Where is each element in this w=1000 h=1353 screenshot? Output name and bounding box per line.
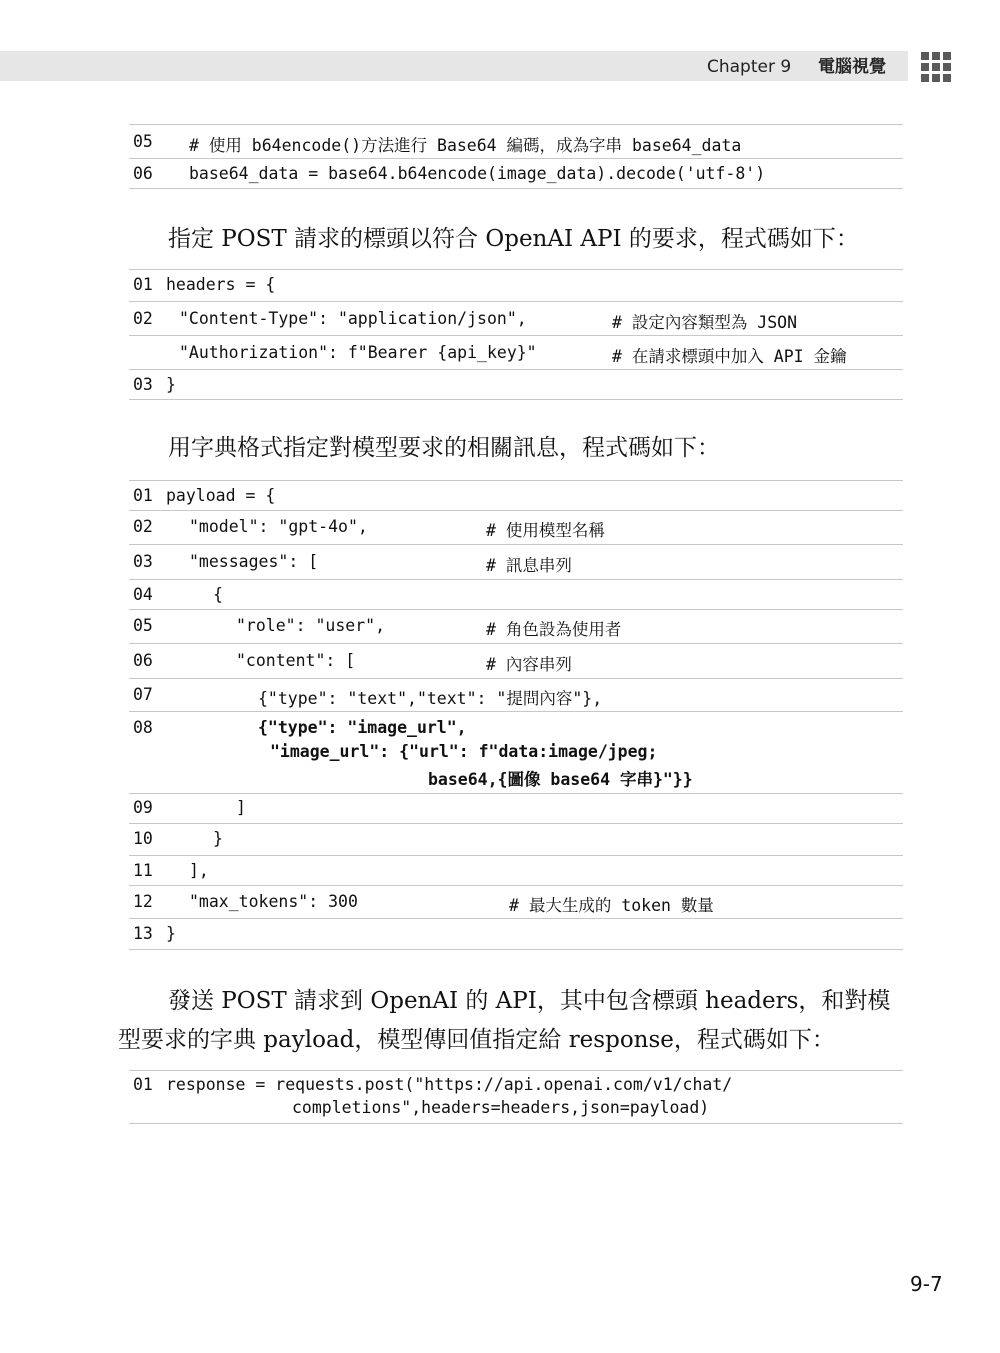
code-line <box>129 824 903 856</box>
code-text: # 使用 b64encode()方法進行 Base64 編碼，成為字串 base64_data <box>189 136 742 155</box>
code-text: payload = { <box>166 486 276 505</box>
code-text: "role": "user", <box>236 616 386 635</box>
code-line <box>129 159 903 189</box>
line-number: 08 <box>133 718 153 737</box>
code-text: {"type": "text","text": "提問內容"}, <box>258 689 603 708</box>
line-number: 06 <box>133 164 153 183</box>
code-line <box>129 856 903 886</box>
chapter-label: Chapter 9 <box>707 57 792 77</box>
line-number: 02 <box>133 309 153 328</box>
code-line <box>129 270 903 302</box>
paragraph-headers-intro: 指定 POST 請求的標頭以符合 OpenAI API 的要求，程式碼如下： <box>168 226 859 252</box>
line-number: 05 <box>133 132 153 151</box>
line-number: 05 <box>133 616 153 635</box>
line-number: 01 <box>133 275 153 294</box>
code-line <box>129 794 903 824</box>
line-number: 10 <box>133 829 153 848</box>
code-text: response = requests.post("https://api.openai.com/v1/chat/ <box>166 1075 733 1094</box>
code-text: "messages": [ <box>189 552 319 571</box>
code-text: "content": [ <box>236 651 356 670</box>
code-text: "max_tokens": 300 <box>189 892 358 911</box>
code-text: "model": "gpt-4o", <box>189 517 368 536</box>
line-number: 01 <box>133 1075 153 1094</box>
code-text: ], <box>189 861 209 880</box>
paragraph-request-intro-line1: 發送 POST 請求到 OpenAI 的 API，其中包含標頭 headers，和對模 <box>168 988 891 1014</box>
line-number: 01 <box>133 486 153 505</box>
line-number: 12 <box>133 892 153 911</box>
code-comment: # 最大生成的 token 數量 <box>509 896 714 915</box>
line-number: 13 <box>133 924 153 943</box>
code-text: "image_url": {"url": f"data:image/jpeg; <box>270 742 658 761</box>
code-text: } <box>213 829 223 848</box>
line-number: 07 <box>133 685 153 704</box>
line-number: 02 <box>133 517 153 536</box>
code-line <box>129 580 903 610</box>
code-line <box>129 644 903 679</box>
code-text: completions",headers=headers,json=payload) <box>292 1098 710 1117</box>
code-block-4 <box>129 1070 903 1124</box>
code-line <box>129 886 903 919</box>
code-line <box>129 302 903 336</box>
page-number: 9-7 <box>910 1272 943 1296</box>
paragraph-request-intro-line2: 型要求的字典 payload，模型傳回值指定給 response，程式碼如下： <box>118 1027 835 1053</box>
line-number: 04 <box>133 585 153 604</box>
code-text: { <box>213 585 223 604</box>
code-line <box>129 481 903 511</box>
line-number: 03 <box>133 552 153 571</box>
code-line <box>129 1071 903 1124</box>
code-text: headers = { <box>166 275 276 294</box>
code-block-2 <box>129 269 903 400</box>
code-text: } <box>166 375 176 394</box>
code-text: "Content-Type": "application/json", <box>179 309 527 328</box>
code-text: {"type": "image_url", <box>258 718 467 737</box>
code-block-1 <box>129 124 903 189</box>
code-line <box>129 919 903 950</box>
code-comment: # 內容串列 <box>486 655 572 674</box>
line-number: 09 <box>133 798 153 817</box>
chapter-title: 電腦視覺 <box>818 57 886 77</box>
code-comment: # 角色設為使用者 <box>486 620 622 639</box>
code-text: base64_data = base64.b64encode(image_data).decode('utf-8') <box>189 164 766 183</box>
code-text: } <box>166 924 176 943</box>
code-text: "Authorization": f"Bearer {api_key}" <box>179 343 537 362</box>
code-line <box>129 336 903 370</box>
code-line <box>129 125 903 159</box>
code-comment: # 訊息串列 <box>486 556 572 575</box>
code-block-3 <box>129 480 903 950</box>
code-text: base64,{圖像 base64 字串}"}} <box>428 770 693 789</box>
code-line <box>129 610 903 644</box>
code-comment: # 設定內容類型為 JSON <box>612 313 798 332</box>
code-text: ] <box>236 798 246 817</box>
paragraph-payload-intro: 用字典格式指定對模型要求的相關訊息，程式碼如下： <box>168 435 720 461</box>
code-line <box>129 370 903 400</box>
code-comment: # 使用模型名稱 <box>486 521 605 540</box>
code-line <box>129 545 903 580</box>
line-number: 06 <box>133 651 153 670</box>
line-number: 11 <box>133 861 153 880</box>
code-comment: # 在請求標頭中加入 API 金鑰 <box>612 347 847 366</box>
line-number: 03 <box>133 375 153 394</box>
grid-icon <box>921 52 953 82</box>
code-line <box>129 679 903 712</box>
code-line <box>129 712 903 794</box>
code-line <box>129 511 903 545</box>
